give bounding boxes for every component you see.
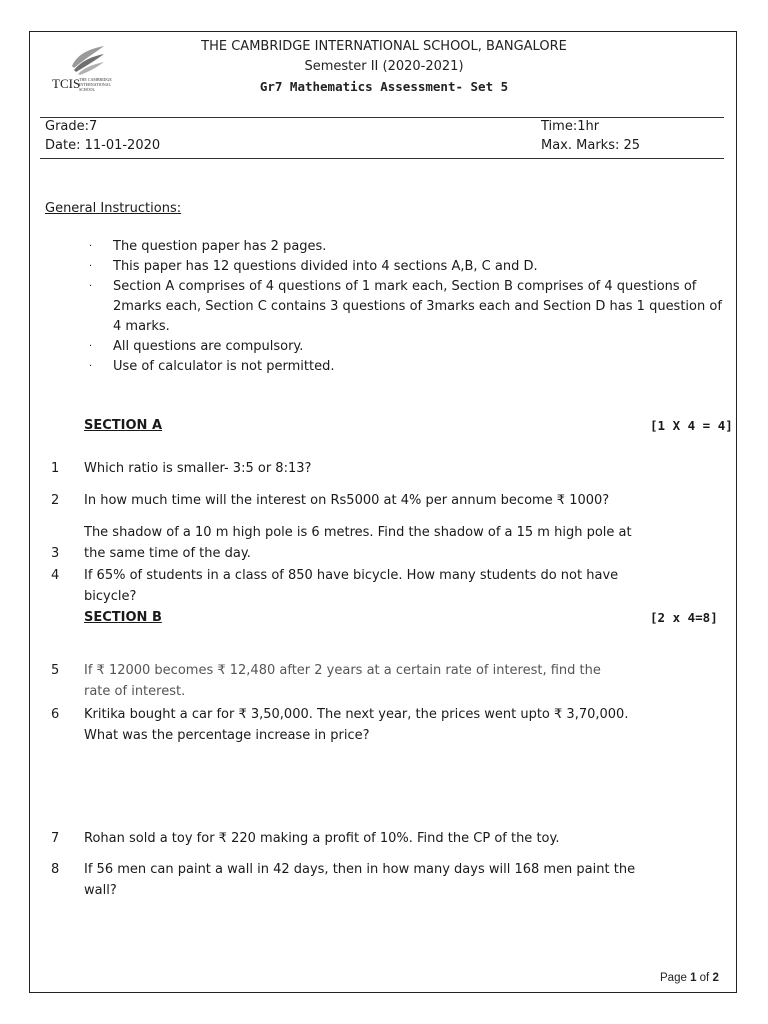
question-text: If ₹ 12000 becomes ₹ 12,480 after 2 years at a certain rate of interest, find the (84, 663, 601, 678)
question-text-cont: wall? (84, 883, 117, 898)
bullet-icon: · (89, 341, 93, 352)
section-a-marks: [1 X 4 = 4] (650, 418, 733, 433)
question-number: 6 (51, 707, 60, 722)
page-footer (660, 972, 719, 984)
question-text-cont: What was the percentage increase in price? (84, 728, 370, 743)
page-border (29, 31, 737, 993)
section-b-title: SECTION B (84, 610, 162, 625)
instructions-title: General Instructions: (45, 201, 182, 216)
question-number: 4 (51, 568, 60, 583)
question-number: 5 (51, 663, 60, 678)
max-marks-label: Max. Marks: 25 (541, 138, 641, 153)
header-rule-top (40, 117, 724, 118)
question-text: If 56 men can paint a wall in 42 days, then in how many days will 168 men paint the (84, 862, 636, 877)
question-text: Which ratio is smaller- 3:5 or 8:13? (84, 461, 312, 476)
question-number: 1 (51, 461, 60, 476)
question-text-cont: the same time of the day. (84, 546, 251, 561)
instruction-item: Section A comprises of 4 questions of 1 mark each, Section B comprises of 4 questions of (113, 279, 697, 294)
question-number: 7 (51, 831, 60, 846)
bullet-icon: · (89, 281, 93, 292)
question-text: In how much time will the interest on Rs5000 at 4% per annum become ₹ 1000? (84, 493, 610, 508)
header-rule-bottom (40, 158, 724, 159)
logo-subtitle: THE CAMBRIDGE INTERNATIONAL SCHOOL (79, 77, 112, 92)
instruction-item: Use of calculator is not permitted. (113, 359, 335, 374)
bullet-icon: · (89, 361, 93, 372)
question-text: Kritika bought a car for ₹ 3,50,000. The next year, the prices went upto ₹ 3,70,000. (84, 707, 629, 722)
question-text: If 65% of students in a class of 850 have bicycle. How many students do not have (84, 568, 619, 583)
instruction-item: The question paper has 2 pages. (113, 239, 327, 254)
question-text: Rohan sold a toy for ₹ 220 making a profit of 10%. Find the CP of the toy. (84, 831, 560, 846)
question-number: 8 (51, 862, 60, 877)
page-of: of (696, 972, 713, 984)
section-a-title: SECTION A (84, 418, 163, 433)
question-text: The shadow of a 10 m high pole is 6 metres. Find the shadow of a 15 m high pole at (84, 525, 632, 540)
semester-label: Semester II (2020-2021) (304, 59, 464, 74)
page-current: 1 (690, 972, 697, 984)
section-b-marks: [2 x 4=8] (650, 610, 718, 625)
grade-label: Grade:7 (45, 119, 98, 134)
bullet-icon: · (89, 261, 93, 272)
instruction-item-cont: 4 marks. (113, 319, 170, 334)
time-label: Time:1hr (541, 119, 600, 134)
instruction-item-cont: 2marks each, Section C contains 3 questions of 3marks each and Section D has 1 question of (113, 299, 722, 314)
instruction-item: All questions are compulsory. (113, 339, 304, 354)
logo-abbreviation: TCIS (52, 76, 81, 91)
page-total: 2 (712, 972, 719, 984)
page-prefix: Page (660, 972, 691, 984)
question-text-cont: bicycle? (84, 589, 137, 604)
date-label: Date: 11-01-2020 (45, 138, 161, 153)
assessment-title: Gr7 Mathematics Assessment- Set 5 (259, 79, 509, 94)
question-text-cont: rate of interest. (84, 684, 186, 699)
question-number: 3 (51, 546, 60, 561)
school-name: THE CAMBRIDGE INTERNATIONAL SCHOOL, BANGALORE (201, 39, 567, 54)
question-number: 2 (51, 493, 60, 508)
bullet-icon: · (89, 241, 93, 252)
instruction-item: This paper has 12 questions divided into 4 sections A,B, C and D. (113, 259, 538, 274)
